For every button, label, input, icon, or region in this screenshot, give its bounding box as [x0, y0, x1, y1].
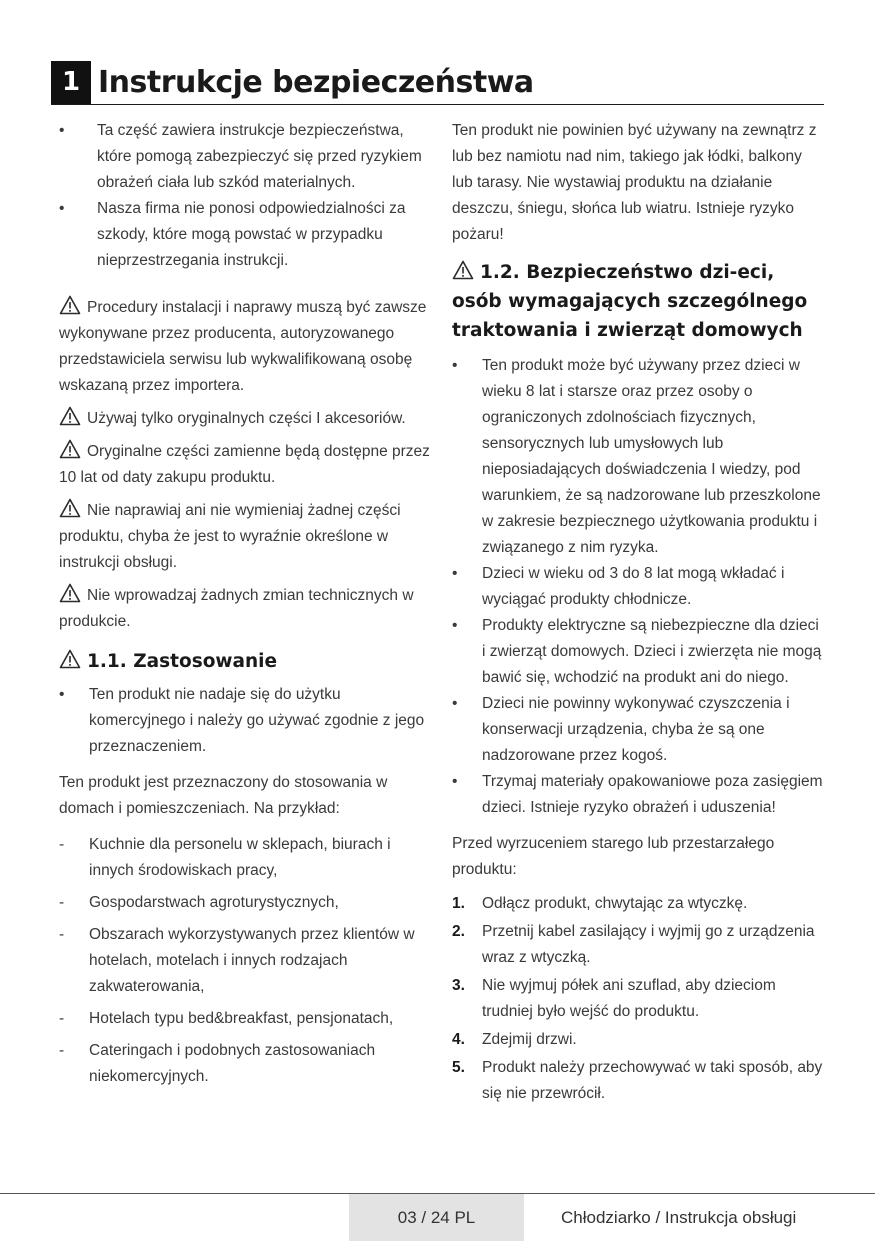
list-item: • Trzymaj materiały opakowaniowe poza zasięgiem dzieci. Istnieje ryzyko obrażeń i uduszenia!: [452, 769, 824, 821]
step-text: Przetnij kabel zasilający i wyjmij go z urządzenia wraz z wtyczką.: [482, 923, 815, 966]
usage-bullet-list: [59, 682, 431, 760]
chapter-number: 1: [51, 61, 91, 104]
list-item: • Ten produkt może być używany przez dzieci w wieku 8 lat i starsze oraz przez osoby o ograniczonych zdolnościach fizycznych, sensorycznych lub umysłowych lub nieposiadających doświadczenia I wiedzy, pod warunkiem, że są nadzorowane lub przeszkolone w zakresie bezpiecznego użytkowania produktu i związanego z nim ryzyka.: [452, 353, 824, 561]
warning-triangle-icon: [59, 295, 81, 315]
child-safety-bullet-list: [452, 353, 824, 821]
warning-text: Nie naprawiaj ani nie wymieniaj żadnej części produktu, chyba że jest to wyraźnie określone w instrukcji obsługi.: [59, 502, 401, 571]
page-number: 03 / 24 PL: [349, 1194, 524, 1241]
list-item: • Nasza firma nie ponosi odpowiedzialności za szkody, które mogą powstać w przypadku nieprzestrzegania instrukcji.: [59, 196, 431, 274]
warning-text: Procedury instalacji i naprawy muszą być zawsze wykonywane przez producenta, autoryzowanego przedstawiciela serwisu lub wykwalifikowaną osobę wskazaną przez importera.: [59, 299, 427, 394]
list-item: • Dzieci nie powinny wykonywać czyszczenia i konserwacji urządzenia, chyba że są one nadzorowane przez kogoś.: [452, 691, 824, 769]
warning-triangle-icon: [59, 498, 81, 518]
section-heading-1-2: [452, 258, 824, 345]
step-text: Zdejmij drzwi.: [482, 1031, 577, 1048]
list-item: - Hotelach typu bed&breakfast, pensjonatach,: [59, 1006, 431, 1032]
list-item: • Dzieci w wieku od 3 do 8 lat mogą wkładać i wyciągać produkty chłodnicze.: [452, 561, 824, 613]
warning-triangle-icon: [59, 439, 81, 459]
warning-paragraph: [59, 583, 431, 635]
list-item: - Gospodarstwach agroturystycznych,: [59, 890, 431, 916]
step-number: 4.: [452, 1031, 465, 1048]
page-title: Instrukcje bezpieczeństwa: [98, 65, 534, 100]
list-item: [452, 891, 824, 917]
usage-dash-list: [59, 832, 431, 1090]
disposal-paragraph: Przed wyrzuceniem starego lub przestarzałego produktu:: [452, 835, 775, 878]
footer-document-title: Chłodziarko / Instrukcja obsługi: [561, 1208, 797, 1227]
outdoor-paragraph: Ten produkt nie powinien być używany na zewnątrz z lub bez namiotu nad nim, takiego jak łódki, balkony lub tarasy. Nie wystawiaj produktu na działanie deszczu, śniegu, słońca lub wiatru. Istnieje ryzyko pożaru!: [452, 122, 817, 243]
step-number: 2.: [452, 923, 465, 940]
list-item: • Ten produkt nie nadaje się do użytku komercyjnego i należy go używać zgodnie z jego przeznaczeniem.: [59, 682, 431, 760]
step-text: Produkt należy przechowywać w taki sposób, aby się nie przewrócił.: [482, 1059, 823, 1102]
list-item: [452, 1027, 824, 1053]
left-column: [59, 118, 431, 1096]
warning-paragraph: [59, 498, 431, 576]
section-heading-text: 1.1. Zastosowanie: [87, 651, 278, 672]
list-item: [452, 973, 824, 1025]
section-heading-1-1: [59, 647, 431, 676]
list-item: - Cateringach i podobnych zastosowaniach niekomercyjnych.: [59, 1038, 431, 1090]
list-item: • Ta część zawiera instrukcje bezpieczeństwa, które pomogą zabezpieczyć się przed ryzykiem obrażeń ciała lub szkód materialnych.: [59, 118, 431, 196]
warning-triangle-icon: [452, 260, 474, 280]
warning-text: Używaj tylko oryginalnych części I akcesoriów.: [87, 410, 406, 427]
step-number: 1.: [452, 895, 465, 912]
warning-paragraph: [59, 439, 431, 491]
section-heading-text: 1.2. Bezpieczeństwo dzi-eci, osób wymagających szczególnego traktowania i zwierząt domowych: [452, 262, 808, 341]
intro-bullet-list: [59, 118, 431, 274]
list-item: - Kuchnie dla personelu w sklepach, biurach i innych środowiskach pracy,: [59, 832, 431, 884]
right-column: [452, 118, 824, 1109]
step-number: 3.: [452, 977, 465, 994]
warning-triangle-icon: [59, 406, 81, 426]
warning-triangle-icon: [59, 649, 81, 669]
disposal-steps-list: [452, 891, 824, 1107]
warning-paragraph: [59, 295, 431, 399]
list-item: [452, 1055, 824, 1107]
list-item: - Obszarach wykorzystywanych przez klientów w hotelach, motelach i innych rodzajach zakwaterowania,: [59, 922, 431, 1000]
usage-paragraph: Ten produkt jest przeznaczony do stosowania w domach i pomieszczeniach. Na przykład:: [59, 774, 388, 817]
warning-paragraph: [59, 406, 431, 432]
step-number: 5.: [452, 1059, 465, 1076]
step-text: Nie wyjmuj półek ani szuflad, aby dzieciom trudniej było wejść do produktu.: [482, 977, 776, 1020]
list-item: [452, 919, 824, 971]
chapter-header: [51, 61, 824, 105]
warning-text: Oryginalne części zamienne będą dostępne przez 10 lat od daty zakupu produktu.: [59, 443, 430, 486]
warning-text: Nie wprowadzaj żadnych zmian technicznych w produkcie.: [59, 587, 414, 630]
warning-triangle-icon: [59, 583, 81, 603]
list-item: • Produkty elektryczne są niebezpieczne dla dzieci i zwierząt domowych. Dzieci i zwierzęta nie mogą bawić się, wchodzić na produkt ani do niego.: [452, 613, 824, 691]
step-text: Odłącz produkt, chwytając za wtyczkę.: [482, 895, 748, 912]
